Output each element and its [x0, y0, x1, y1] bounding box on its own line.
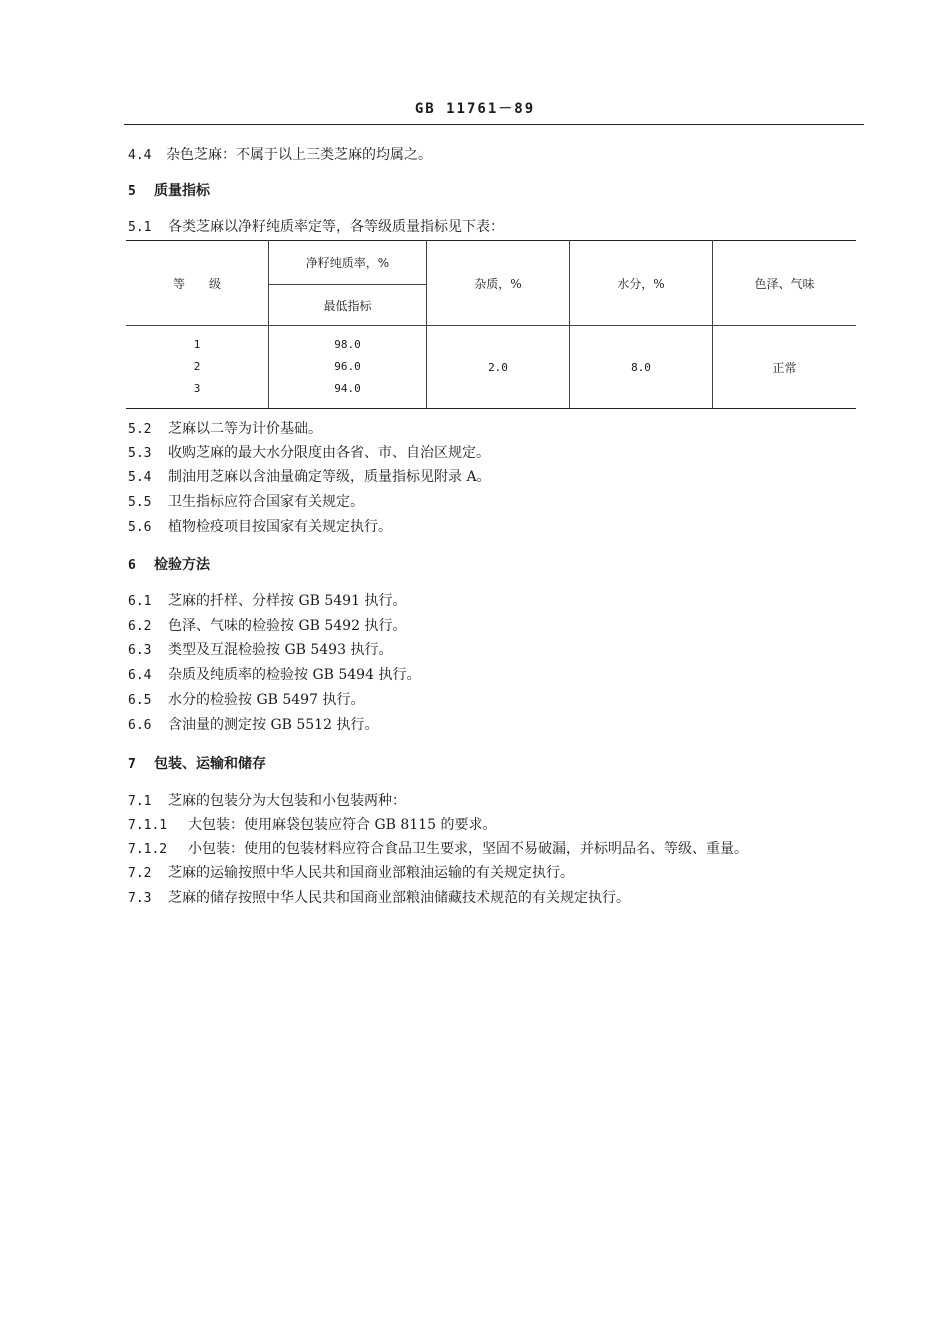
clause-number: 5.5 — [128, 495, 152, 510]
clause-number: 6.3 — [128, 643, 152, 658]
clause-text: 收购芝麻的最大水分限度由各省、市、自治区规定。 — [168, 445, 490, 461]
clause-text: 小包装：使用的包装材料应符合食品卫生要求，坚固不易破漏，并标明品名、等级、重量。 — [188, 841, 748, 857]
clause-number: 6.4 — [128, 668, 152, 683]
clause-number: 6.5 — [128, 693, 152, 708]
clause-text: 芝麻的扦样、分样按 GB 5491 执行。 — [168, 593, 407, 609]
color-odor-header: 色泽、气味 — [713, 241, 857, 326]
color-odor-value: 正常 — [713, 326, 857, 409]
grade-3: 3 — [193, 382, 201, 395]
clause-6-5 — [128, 691, 364, 710]
grade-1: 1 — [193, 338, 201, 351]
clause-text: 各类芝麻以净籽纯质率定等，各等级质量指标见下表： — [168, 219, 504, 235]
section-number: 5 — [128, 184, 136, 199]
clause-7-2 — [128, 864, 574, 883]
clause-number: 7.3 — [128, 891, 152, 906]
purity-grade-1: 98.0 — [334, 338, 361, 351]
clause-4-4 — [128, 146, 432, 165]
grade-header: 等 级 — [126, 241, 269, 326]
moisture-header: 水分，% — [570, 241, 713, 326]
section-title: 质量指标 — [154, 183, 210, 199]
clause-6-4 — [128, 666, 420, 685]
clause-6-2 — [128, 617, 406, 636]
clause-number: 6.6 — [128, 718, 152, 733]
clause-text: 芝麻的储存按照中华人民共和国商业部粮油储藏技术规范的有关规定执行。 — [168, 890, 630, 906]
purity-grade-3: 94.0 — [334, 382, 361, 395]
clause-text: 杂色芝麻：不属于以上三类芝麻的均属之。 — [166, 147, 432, 163]
header-rule — [124, 124, 864, 125]
quality-grade-table — [126, 240, 856, 409]
clause-7-3 — [128, 889, 630, 908]
clause-7-1-2 — [128, 840, 748, 859]
purity-subheader: 最低指标 — [269, 285, 427, 326]
clause-6-3 — [128, 641, 392, 660]
purity-values-cell — [269, 326, 427, 409]
clause-6-6 — [128, 716, 378, 735]
clause-5-6 — [128, 518, 392, 537]
clause-text: 色泽、气味的检验按 GB 5492 执行。 — [168, 618, 407, 634]
clause-number: 7.1.1 — [128, 818, 168, 833]
clause-number: 6.1 — [128, 594, 152, 609]
clause-number: 7.1 — [128, 794, 152, 809]
clause-number: 5.3 — [128, 446, 152, 461]
grade-2: 2 — [193, 360, 201, 373]
clause-5-3 — [128, 444, 490, 463]
clause-5-5 — [128, 493, 364, 512]
section-number: 6 — [128, 558, 136, 573]
section-5-heading — [128, 182, 210, 201]
clause-7-1 — [128, 792, 406, 811]
clause-7-1-1 — [128, 816, 496, 835]
clause-text: 水分的检验按 GB 5497 执行。 — [168, 692, 365, 708]
clause-text: 芝麻以二等为计价基础。 — [168, 421, 322, 437]
purity-grade-2: 96.0 — [334, 360, 361, 373]
section-title: 检验方法 — [154, 557, 210, 573]
section-number: 7 — [128, 757, 136, 772]
clause-number: 6.2 — [128, 619, 152, 634]
clause-5-1 — [128, 218, 504, 237]
clause-text: 含油量的测定按 GB 5512 执行。 — [168, 717, 379, 733]
section-6-heading — [128, 556, 210, 575]
clause-text: 芝麻的运输按照中华人民共和国商业部粮油运输的有关规定执行。 — [168, 865, 574, 881]
clause-text: 植物检疫项目按国家有关规定执行。 — [168, 519, 392, 535]
clause-6-1 — [128, 592, 406, 611]
impurity-value: 2.0 — [427, 326, 570, 409]
purity-header: 净籽纯质率，% — [269, 241, 427, 285]
clause-text: 杂质及纯质率的检验按 GB 5494 执行。 — [168, 667, 421, 683]
clause-number: 5.2 — [128, 422, 152, 437]
clause-text: 大包装：使用麻袋包装应符合 GB 8115 的要求。 — [188, 817, 497, 833]
clause-number: 5.1 — [128, 220, 152, 235]
section-title: 包装、运输和储存 — [154, 756, 266, 772]
clause-number: 4.4 — [128, 148, 152, 163]
clause-text: 类型及互混检验按 GB 5493 执行。 — [168, 642, 393, 658]
clause-number: 7.2 — [128, 866, 152, 881]
clause-number: 7.1.2 — [128, 842, 168, 857]
clause-text: 卫生指标应符合国家有关规定。 — [168, 494, 364, 510]
clause-text: 芝麻的包装分为大包装和小包装两种： — [168, 793, 406, 809]
impurity-header: 杂质，% — [427, 241, 570, 326]
moisture-value: 8.0 — [570, 326, 713, 409]
grade-values-cell — [126, 326, 269, 409]
section-7-heading — [128, 755, 266, 774]
clause-number: 5.4 — [128, 470, 152, 485]
clause-text: 制油用芝麻以含油量确定等级，质量指标见附录 A。 — [168, 469, 491, 485]
clause-number: 5.6 — [128, 520, 152, 535]
clause-5-2 — [128, 420, 322, 439]
page-header-code: GB 11761－89 — [414, 101, 536, 117]
clause-5-4 — [128, 468, 491, 487]
